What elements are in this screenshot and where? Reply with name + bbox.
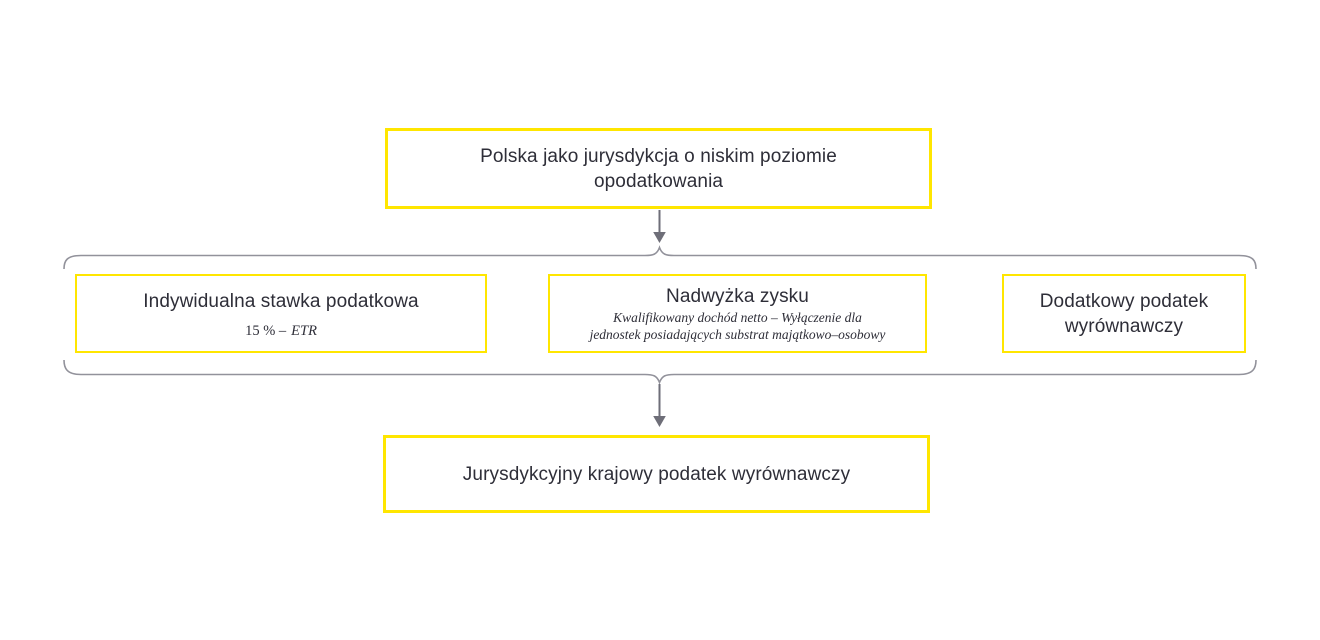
node-domestic-top-up-tax (383, 435, 930, 513)
arrow-bottom-head (653, 416, 666, 427)
node-individual-tax-rate-title: Indywidualna stawka podatkowa (143, 290, 419, 312)
etr-term: ETR (291, 322, 317, 339)
node-excess-profit (548, 274, 927, 353)
node-low-tax-jurisdiction-label: Polska jako jurysdykcja o niskim poziomie opodatkowania (480, 145, 837, 192)
node-additional-top-up-tax (1002, 274, 1246, 353)
node-low-tax-jurisdiction (385, 128, 932, 209)
overbrace-connector (64, 248, 1256, 270)
node-additional-top-up-tax-title: Dodatkowy podatek wyrównawczy (1039, 290, 1209, 337)
arrow-bottom (653, 384, 666, 427)
node-excess-profit-title: Nadwyżka zysku (666, 286, 809, 307)
node-excess-profit-subtitle-line2: jednostek posiadających substrat majątkowo–osobowy (589, 326, 886, 342)
etr-value: 15 % – (245, 322, 287, 339)
arrow-top-head (653, 232, 666, 243)
node-excess-profit-subtitle-line1: Kwalifikowany dochód netto – Wyłączenie dla (613, 310, 862, 325)
node-domestic-top-up-tax-label: Jurysdykcyjny krajowy podatek wyrównawczy (462, 463, 851, 485)
node-individual-tax-rate-subtitle (245, 323, 317, 339)
underbrace-connector (64, 360, 1256, 383)
arrow-top (653, 210, 666, 243)
node-individual-tax-rate (75, 274, 487, 353)
